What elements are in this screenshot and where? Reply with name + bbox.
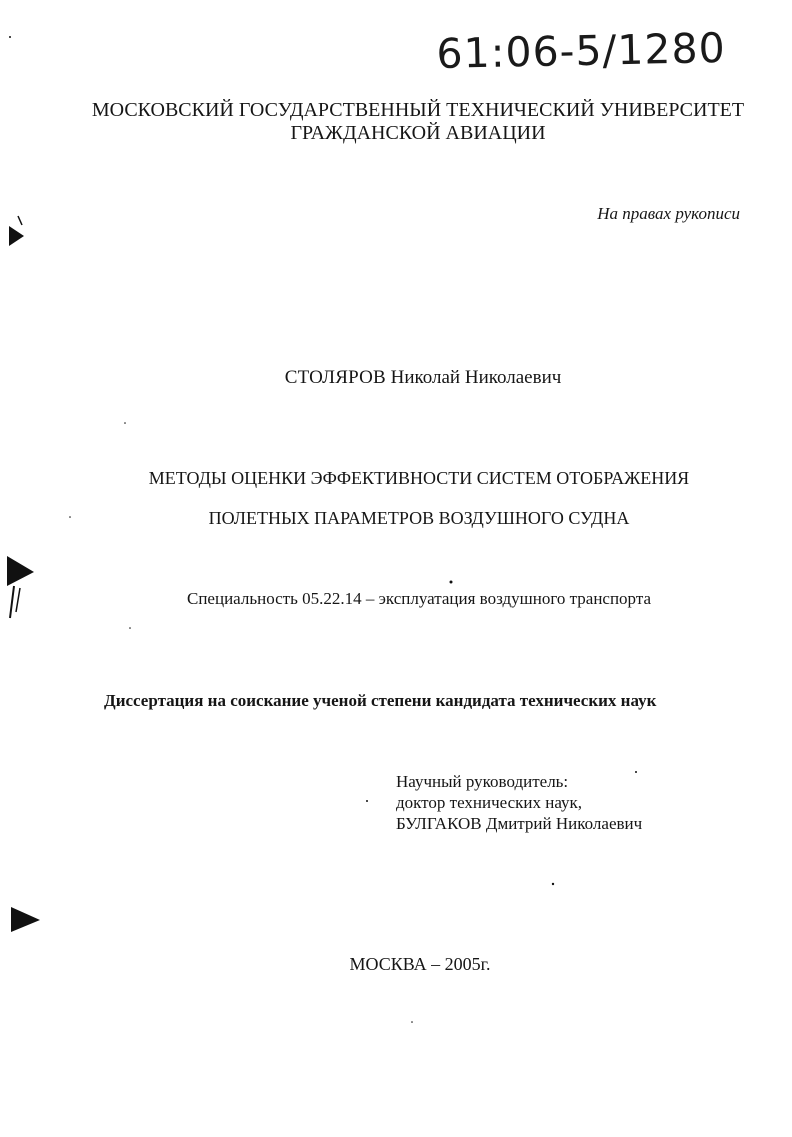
dust-speck-icon [552,883,554,885]
specialty-line: Специальность 05.22.14 – эксплуатация воздушного транспорта [186,589,652,608]
dust-speck-icon [129,627,131,629]
advisor-name: БУЛГАКОВ Дмитрий Николаевич [396,814,643,833]
dust-speck-icon [69,516,71,518]
dust-speck-icon [450,581,453,584]
binding-mark-icon [10,586,14,618]
manuscript-rights-note: На правах рукописи [597,204,740,223]
binding-mark-icon [18,216,22,225]
author-surname: СТОЛЯРОВ [284,367,386,388]
city-and-year: МОСКВА – 2005г. [349,954,491,974]
thesis-title-line-1: МЕТОДЫ ОЦЕНКИ ЭФФЕКТИВНОСТИ СИСТЕМ ОТОБРАЖЕНИЯ [148,468,690,488]
university-name-line-2: ГРАЖДАНСКОЙ АВИАЦИИ [290,122,546,144]
dust-speck-icon [635,771,637,773]
dissertation-type: Диссертация на соискание ученой степени кандидата технических наук [104,691,657,710]
dust-speck-icon [124,422,126,424]
author-given-names: Николай Николаевич [390,367,562,388]
dust-speck-icon [366,800,368,802]
advisor-degree: доктор технических наук, [396,793,583,812]
dust-speck-icon [411,1021,413,1023]
advisor-role: Научный руководитель: [396,772,569,791]
thesis-title-line-2: ПОЛЕТНЫХ ПАРАМЕТРОВ ВОЗДУШНОГО СУДНА [208,508,630,528]
university-name-line-1: МОСКОВСКИЙ ГОСУДАРСТВЕННЫЙ ТЕХНИЧЕСКИЙ УНИВЕРСИТЕТ [91,99,745,121]
dust-speck-icon [9,36,11,38]
binding-mark-icon [11,907,40,932]
handwritten-catalog-number: 61:06-5/1280 [436,23,727,78]
binding-mark-icon [7,556,34,586]
binding-mark-icon [16,588,20,612]
binding-mark-icon [9,226,24,246]
